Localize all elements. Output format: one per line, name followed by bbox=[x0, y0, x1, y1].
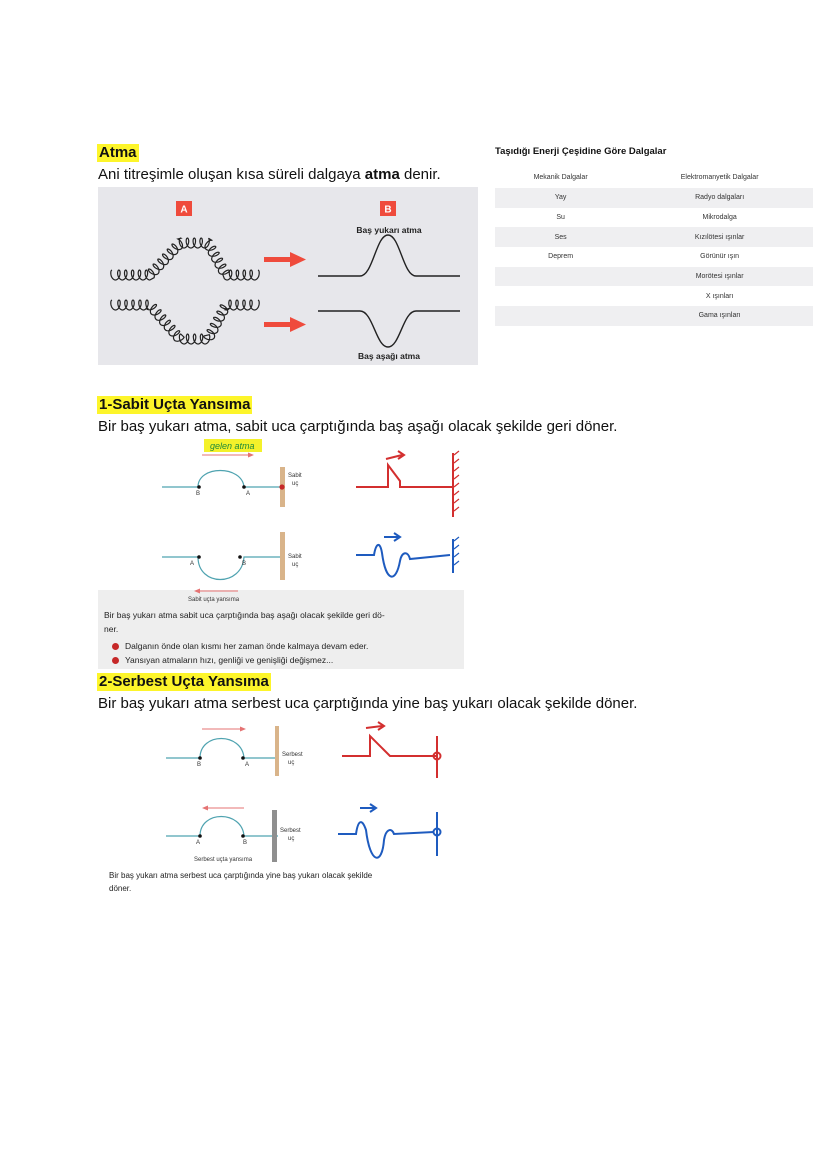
point-a-dot bbox=[241, 756, 245, 760]
spring-down-coil bbox=[111, 300, 259, 344]
incoming-pulse bbox=[166, 739, 278, 759]
table-cell bbox=[495, 286, 626, 306]
table-title: Taşıdığı Enerji Çeşidine Göre Dalgalar bbox=[495, 146, 667, 157]
table-cell: Mikrodalga bbox=[702, 214, 737, 222]
point-a-label: A bbox=[245, 762, 250, 768]
bullet-icon bbox=[112, 657, 119, 664]
sabit-diagram bbox=[98, 437, 464, 669]
table-row bbox=[495, 306, 813, 326]
sabit-description-line1: Bir baş yukarı atma sabit uca çarptığında baş aşağı olacak şekilde geri dö- bbox=[104, 610, 385, 620]
sabit-description-line2: ner. bbox=[104, 624, 119, 634]
atma-definition-part2: denir. bbox=[399, 166, 441, 183]
label-b: B bbox=[384, 204, 392, 216]
atma-title: Atma bbox=[99, 144, 137, 161]
sabit-bullet-1 bbox=[112, 641, 368, 651]
table-cell: Deprem bbox=[548, 253, 574, 261]
handwritten-red-sketch bbox=[342, 722, 441, 778]
table-cell: Radyo dalgaları bbox=[626, 188, 813, 208]
point-b-dot bbox=[198, 756, 202, 760]
column-header-mechanical: Mekanik Dalgalar bbox=[533, 173, 588, 181]
table-cell bbox=[495, 267, 626, 287]
reflected-pulse bbox=[162, 557, 283, 580]
fixed-wall-bottom bbox=[280, 532, 285, 580]
wall-label-bottom-1: Sabit bbox=[288, 554, 302, 560]
point-b-dot bbox=[197, 485, 201, 489]
point-a-dot bbox=[242, 485, 246, 489]
table-cell: Kızılötesi ışınlar bbox=[626, 227, 813, 247]
atma-definition-bold: atma bbox=[364, 166, 400, 183]
table-cell: Gama ışınları bbox=[626, 306, 813, 326]
arrow-down-icon bbox=[264, 317, 306, 332]
table-cell: Görünür ışın bbox=[700, 253, 740, 261]
sabit-caption: Sabit uçta yansıma bbox=[188, 597, 240, 603]
wall-label-bottom-2: uç bbox=[292, 562, 299, 568]
sabit-bullet-2 bbox=[112, 655, 333, 665]
table-row bbox=[495, 286, 813, 306]
table-cell: X ışınları bbox=[705, 292, 734, 300]
serbest-description-line1: Bir baş yukarı atma serbest uca çarptığında yine baş yukarı olacak şekilde bbox=[109, 871, 373, 880]
handwritten-blue-sketch bbox=[338, 804, 441, 858]
wall-label-bottom-2: uç bbox=[288, 836, 295, 842]
serbest-figure bbox=[100, 716, 460, 900]
arrow-right-head-icon bbox=[248, 453, 254, 458]
spring-up-coil bbox=[111, 238, 259, 280]
wall-label-top-2: uç bbox=[292, 481, 299, 487]
table-cell: Ses bbox=[495, 227, 626, 247]
arrow-up-icon bbox=[264, 252, 306, 267]
serbest-title: 2-Serbest Uçta Yansıma bbox=[99, 673, 269, 690]
table-cell: Yay bbox=[495, 188, 626, 208]
atma-definition bbox=[98, 166, 441, 184]
table-row bbox=[495, 188, 813, 208]
wall-label-top-2: uç bbox=[288, 760, 295, 766]
table-cell: Su bbox=[556, 214, 565, 222]
point-b-label-bottom: B bbox=[243, 840, 248, 846]
incoming-pulse bbox=[162, 471, 283, 488]
reflected-pulse bbox=[166, 817, 278, 837]
serbest-caption: Serbest uçta yansıma bbox=[194, 857, 253, 863]
point-b-dot-bottom bbox=[238, 555, 242, 559]
label-a: A bbox=[180, 204, 188, 216]
column-header-electromagnetic: Elektromanyetik Dalgalar bbox=[680, 173, 759, 181]
handwritten-blue-sketch bbox=[356, 533, 459, 577]
table-row bbox=[495, 247, 813, 267]
table-header-row bbox=[495, 166, 813, 188]
point-a-label-bottom: A bbox=[196, 840, 201, 846]
table-row bbox=[495, 208, 813, 228]
bullet-text: Yansıyan atmaların hızı, genliği ve genişliği değişmez... bbox=[125, 655, 334, 665]
wall-label-top-1: Sabit bbox=[288, 473, 302, 479]
handwritten-red-sketch bbox=[356, 451, 459, 517]
bullet-icon bbox=[112, 643, 119, 650]
arrow-right-head-icon bbox=[240, 727, 246, 732]
free-end-rod-top bbox=[275, 726, 279, 776]
sabit-figure bbox=[98, 437, 464, 669]
point-a-dot-bottom bbox=[197, 555, 201, 559]
sabit-title: 1-Sabit Uçta Yansıma bbox=[99, 396, 251, 413]
point-a-dot-bottom bbox=[198, 834, 202, 838]
atma-diagram bbox=[98, 187, 478, 365]
free-end-rod-bottom bbox=[272, 810, 277, 862]
table-cell bbox=[495, 306, 626, 326]
wall-label-top-1: Serbest bbox=[282, 752, 303, 758]
down-pulse-label: Baş aşağı atma bbox=[358, 351, 420, 361]
point-b-dot-bottom bbox=[241, 834, 245, 838]
wall-label-bottom-1: Serbest bbox=[280, 828, 301, 834]
point-b-label-bottom: B bbox=[242, 561, 247, 567]
handwritten-label: gelen atma bbox=[210, 441, 255, 451]
waves-table bbox=[495, 166, 813, 326]
point-a-label-bottom: A bbox=[190, 561, 195, 567]
point-a-label: A bbox=[246, 491, 251, 497]
serbest-description-line2: döner. bbox=[109, 884, 132, 893]
serbest-text: Bir baş yukarı atma serbest uca çarptığında yine baş yukarı olacak şekilde döner. bbox=[98, 695, 638, 712]
arrow-left-head-icon bbox=[202, 806, 208, 811]
down-pulse-wave bbox=[318, 311, 460, 347]
up-pulse-wave bbox=[318, 235, 460, 276]
table-cell: Morötesi ışınlar bbox=[626, 267, 813, 287]
point-b-label: B bbox=[196, 491, 201, 497]
atma-definition-part1: Ani titreşimle oluşan kısa süreli dalgaya bbox=[98, 166, 365, 183]
waves-table-container bbox=[495, 166, 813, 326]
up-pulse-label: Baş yukarı atma bbox=[356, 225, 422, 235]
point-b-label: B bbox=[197, 762, 202, 768]
sabit-text: Bir baş yukarı atma, sabit uca çarptığında baş aşağı olacak şekilde geri döner. bbox=[98, 418, 618, 435]
bullet-text: Dalganın önde olan kısmı her zaman önde kalmaya devam eder. bbox=[125, 641, 369, 651]
table-row bbox=[495, 227, 813, 247]
fixed-point-icon bbox=[279, 484, 284, 489]
atma-figure bbox=[98, 187, 478, 365]
table-row bbox=[495, 267, 813, 287]
